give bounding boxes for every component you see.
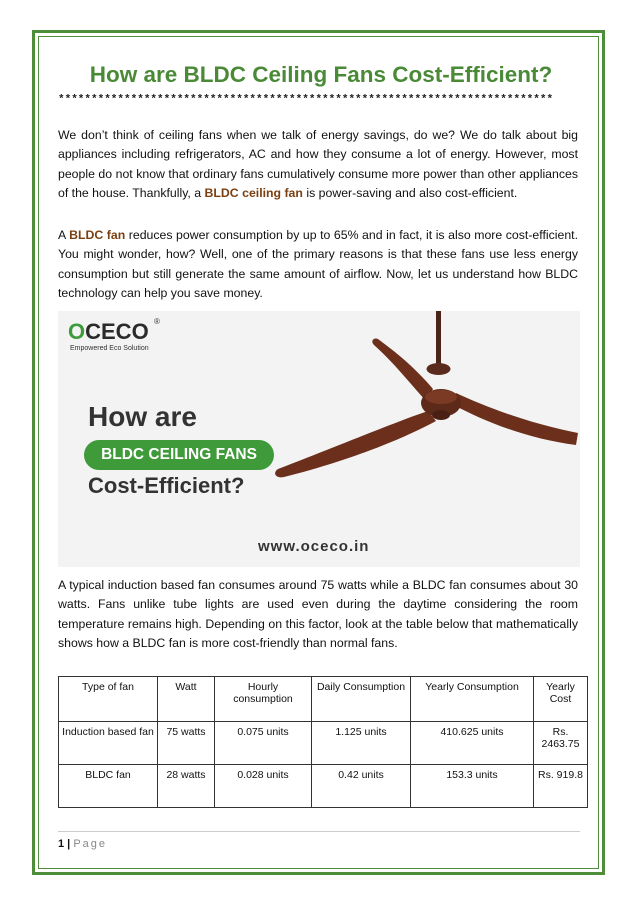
- header-watt: Watt: [158, 677, 215, 722]
- table-cell: Induction based fan: [59, 722, 158, 765]
- banner-url: www.oceco.in: [258, 538, 370, 555]
- intro-paragraph: [58, 126, 578, 203]
- table-cell: 0.028 units: [215, 765, 312, 808]
- footer-divider: [58, 831, 580, 832]
- intro-text-2: is power-saving and also cost-efficient.: [302, 185, 518, 200]
- header-type: Type of fan: [59, 677, 158, 722]
- table-cell: BLDC fan: [59, 765, 158, 808]
- banner-heading-how: How are: [88, 401, 197, 432]
- table-row: [59, 722, 588, 765]
- table-cell: 153.3 units: [411, 765, 534, 808]
- table-row: [59, 765, 588, 808]
- header-yearly-consumption: Yearly Consumption: [411, 677, 534, 722]
- page-label: Page: [73, 838, 108, 850]
- page-title: How are BLDC Ceiling Fans Cost-Efficient?: [89, 62, 553, 87]
- second-text-1: A: [58, 228, 70, 242]
- table-header-row: [59, 677, 588, 722]
- table-cell: Rs. 919.8: [534, 765, 588, 808]
- table-cell: 1.125 units: [312, 722, 411, 765]
- oceco-logo: OCECO: [68, 319, 149, 344]
- bldc-fan-link[interactable]: BLDC fan: [69, 228, 126, 242]
- table-cell: 28 watts: [158, 765, 215, 808]
- second-text-2: reduces power consumption by up to 65% and in fact, it is also more cost-efficient. You might wonder, how? Well, one of the primary reasons is that these fans use less energy consumption but still generate the same amount of airflow. Now, let us understand how BLDC technology can help you save money.: [58, 228, 578, 300]
- asterisk-divider: ***************************************************************************: [58, 94, 554, 106]
- banner-heading-cost: Cost-Efficient?: [88, 473, 245, 498]
- consumption-table: [58, 676, 588, 808]
- header-hourly: Hourly consumption: [215, 677, 312, 722]
- page-number: 1: [58, 838, 65, 850]
- table-cell: 410.625 units: [411, 722, 534, 765]
- table-cell: 0.075 units: [215, 722, 312, 765]
- header-daily: Daily Consumption: [312, 677, 411, 722]
- page-separator: |: [64, 838, 74, 850]
- promo-banner-image: [58, 311, 580, 567]
- bldc-ceiling-fan-link[interactable]: BLDC ceiling fan: [204, 185, 303, 200]
- table-cell: 0.42 units: [312, 765, 411, 808]
- page-footer: [58, 838, 107, 850]
- banner-pill-label: BLDC CEILING FANS: [84, 440, 274, 470]
- registered-mark: ®: [154, 317, 160, 326]
- table-cell: Rs. 2463.75: [534, 722, 588, 765]
- second-paragraph: [58, 226, 578, 303]
- logo-tagline: Empowered Eco Solution: [70, 345, 149, 352]
- intro-text-1: We don’t think of ceiling fans when we talk of energy savings, do we? We do talk about big appliances including refrigerators, AC and how they consume a lot of energy. However, most people do not know that ordinary fans cumulatively consume more power than other appliances of the house. Thankfully, a: [58, 128, 578, 200]
- header-yearly-cost: Yearly Cost: [534, 677, 588, 722]
- third-paragraph: A typical induction based fan consumes around 75 watts while a BLDC fan consumes about 30 watts. Fans unlike tube lights are used even during the daytime considering the room temperature remains high. Depending on this factor, look at the table below that mathematically shows how a BLDC fan is more cost-friendly than normal fans.: [58, 578, 578, 650]
- ceiling-fan-icon: [258, 311, 580, 541]
- table-cell: 75 watts: [158, 722, 215, 765]
